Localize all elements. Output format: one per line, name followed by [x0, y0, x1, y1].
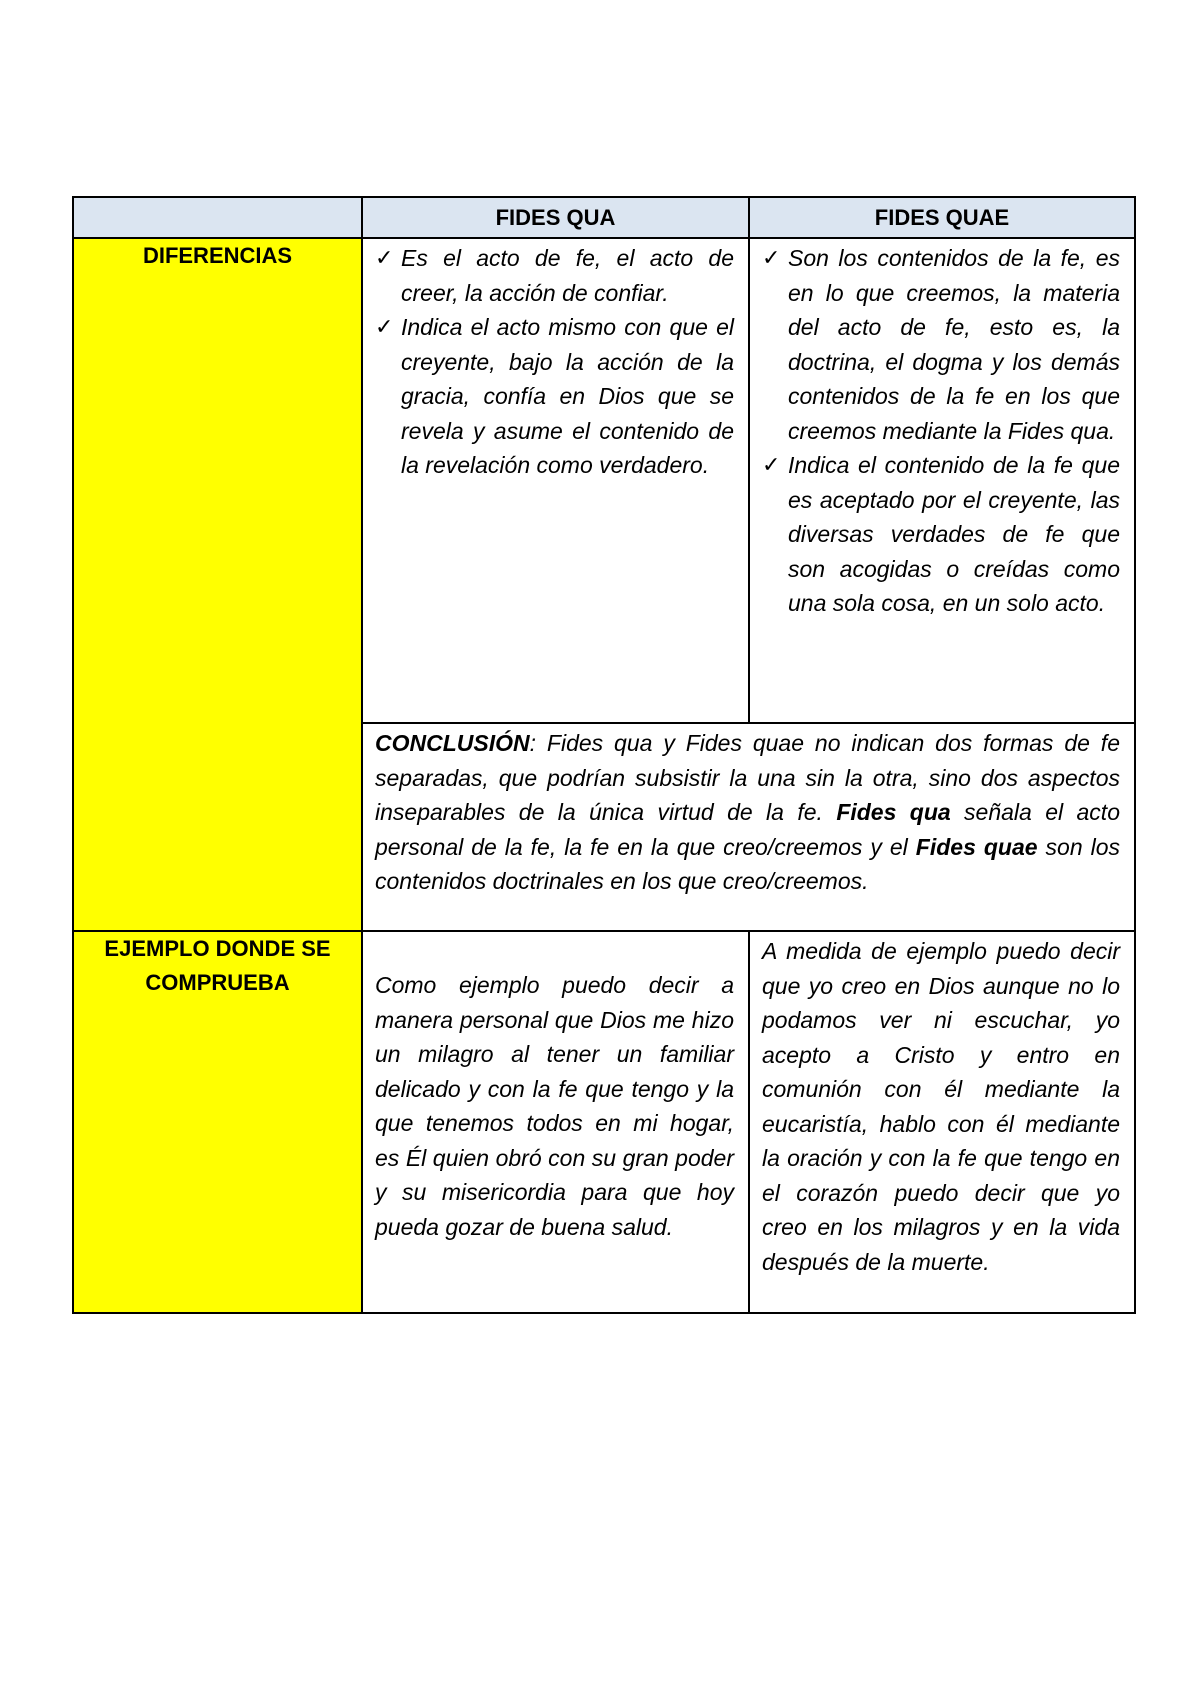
conclusion-bold-fides-qua: Fides qua	[836, 799, 951, 825]
conclusion-text-2: señala el acto personal de la fe, la fe en la que creo/creemos y el	[375, 799, 1120, 860]
header-corner-cell	[73, 197, 362, 238]
qua-check-item	[375, 310, 734, 483]
conclusion-bold-fides-quae: Fides quae	[915, 833, 1038, 860]
ejemplo-qua-text: Como ejemplo puedo decir a manera personal que Dios me hizo un milagro al tener un familiar delicado y con la fe que tengo y la que tenemos todos en mi hogar, es Él quien obró con su gran poder y su misericordia para que hoy pueda gozar de buena salud.	[375, 972, 734, 1240]
quae-check-text: Son los contenidos de la fe, es en lo que creemos, la materia del acto de fe, esto es, la doctrina, el dogma y los demás contenidos de la fe en los que creemos mediante la Fides qua.	[788, 245, 1120, 444]
conclusion-text-3: son los contenidos doctrinales en los que creo/creemos.	[375, 833, 1121, 894]
qua-check-text: Indica el acto mismo con que el creyente, bajo la acción de la gracia, confía en Dios que se revela y asume el contenido de la revelación como verdadero.	[401, 314, 734, 478]
header-fides-qua: FIDES QUA	[362, 197, 749, 238]
conclusion-text	[363, 724, 1134, 899]
header-row	[73, 197, 1135, 238]
check-icon: ✓	[375, 245, 394, 270]
ejemplo-quae-text: A medida de ejemplo puedo decir que yo creo en Dios aunque no lo podamos ver ni escuchar, yo acepto a Cristo y entro en comunión con él mediante la eucaristía, hablo con él mediante la oración y con la fe que tengo en el corazón puedo decir que yo creo en los milagros y en la vida después de la muerte.	[762, 938, 1120, 1275]
comparison-table	[72, 196, 1136, 1314]
conclusion-label: CONCLUSIÓN	[375, 730, 530, 756]
quae-check-text: Indica el contenido de la fe que es aceptado por el creyente, las diversas verdades de fe que son acogidas o creídas como una sola cosa, en un solo acto.	[788, 452, 1120, 616]
ejemplo-label: EJEMPLO DONDE SE COMPRUEBA	[73, 931, 362, 1313]
diferencias-label: DIFERENCIAS	[73, 238, 362, 931]
qua-check-list	[363, 239, 748, 483]
header-fides-quae: FIDES QUAE	[749, 197, 1135, 238]
ejemplo-quae-cell	[749, 931, 1135, 1313]
diferencias-row	[73, 238, 1135, 723]
quae-check-item	[762, 448, 1120, 621]
diferencias-qua-cell	[362, 238, 749, 723]
quae-check-list	[750, 239, 1134, 621]
quae-check-item	[762, 241, 1120, 448]
diferencias-quae-cell	[749, 238, 1135, 723]
qua-check-text: Es el acto de fe, el acto de creer, la acción de confiar.	[401, 245, 734, 306]
check-icon: ✓	[375, 314, 394, 339]
ejemplo-row	[73, 931, 1135, 1313]
conclusion-text-1: : Fides qua y Fides quae no indican dos formas de fe separadas, que podrían subsistir la una sin la otra, sino dos aspectos inseparables de la única virtud de la fe.	[375, 730, 1120, 825]
check-icon: ✓	[762, 245, 781, 270]
qua-check-item	[375, 241, 734, 310]
conclusion-cell	[362, 723, 1135, 931]
check-icon: ✓	[762, 452, 781, 477]
ejemplo-qua-cell	[362, 931, 749, 1313]
